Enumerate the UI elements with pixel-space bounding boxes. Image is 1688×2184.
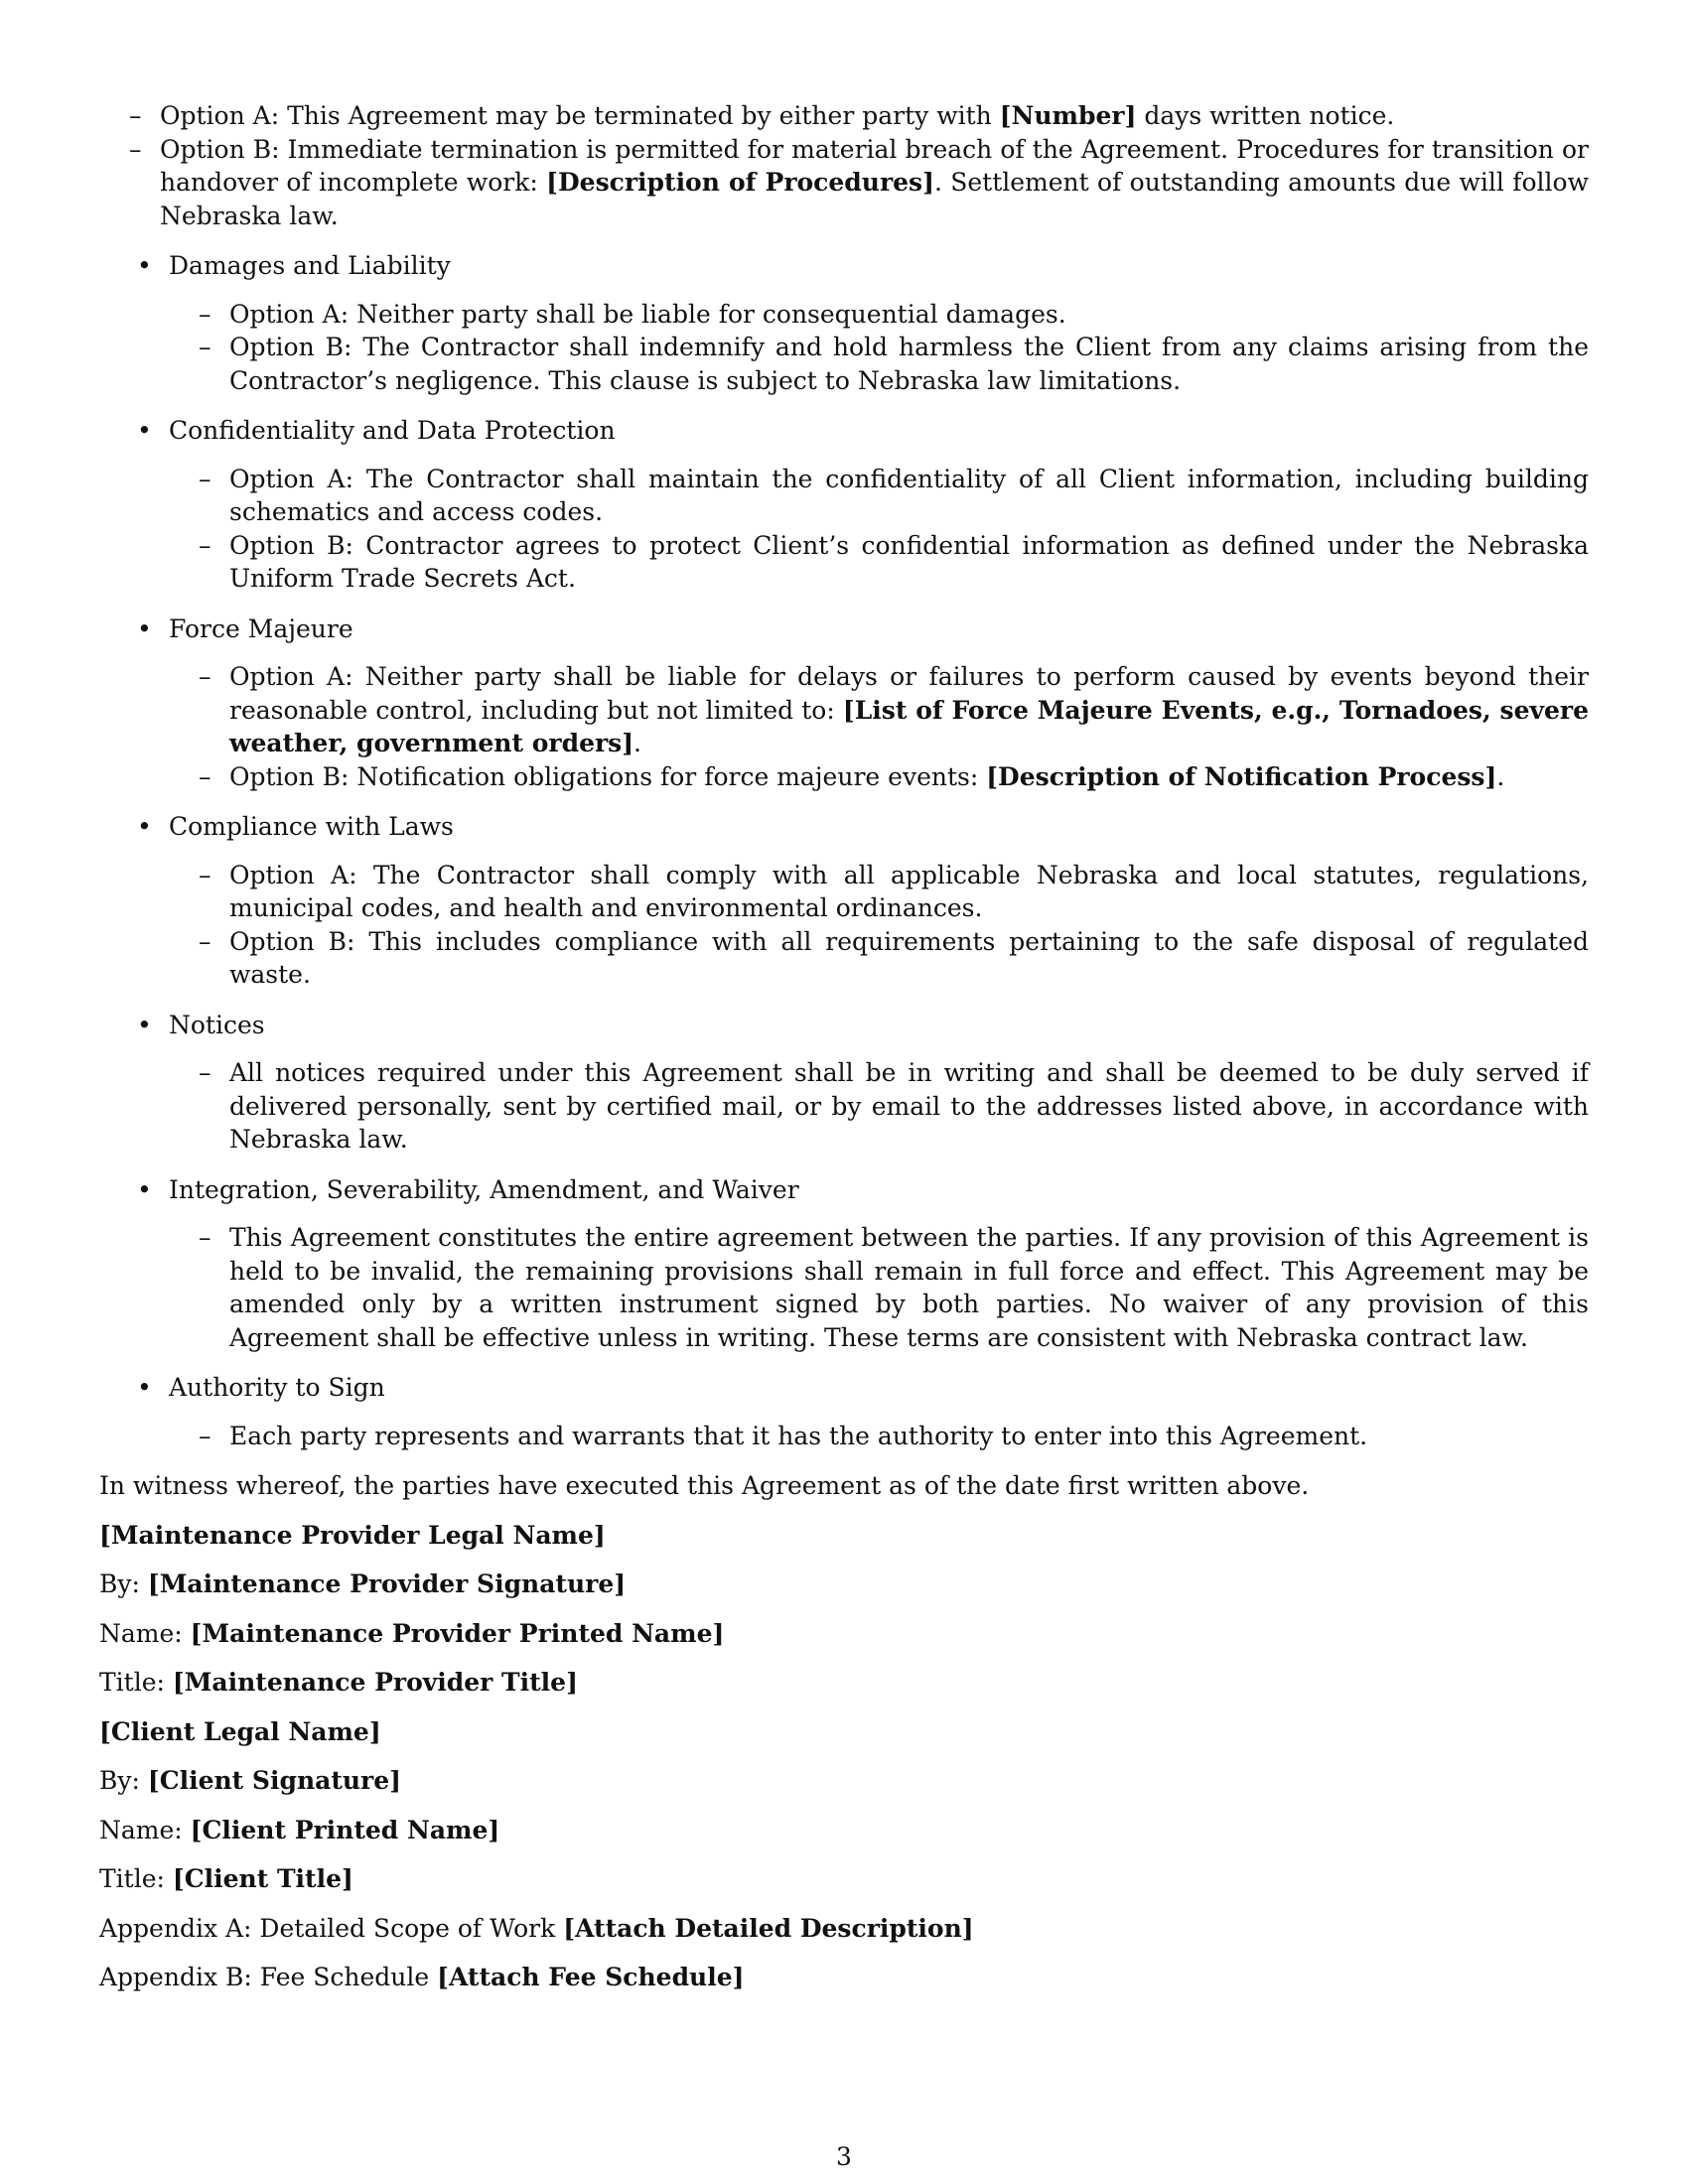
option-text: days written notice. — [1136, 101, 1395, 130]
provider-legal-name — [99, 1519, 1589, 1553]
bullet-marker: • — [137, 1010, 152, 1039]
option-text: Option B: Notification obligations for force majeure events: — [229, 761, 987, 791]
clause-option — [169, 298, 1589, 332]
placeholder-field: [List of Force Majeure Events, e.g., Tornadoes, severe weather, government orders] — [229, 695, 1589, 757]
placeholder-field: [Maintenance Provider Legal Name] — [99, 1520, 606, 1550]
appendix-a — [99, 1912, 1589, 1946]
placeholder-field: [Number] — [999, 101, 1137, 130]
client-title-line — [99, 1862, 1589, 1896]
dash-marker: – — [199, 299, 211, 329]
option-text: . Settlement of outstanding amounts due will follow Nebraska law. — [160, 168, 1589, 230]
placeholder-field: [Client Printed Name] — [190, 1815, 500, 1844]
option-text: Option B: The Contractor shall indemnify and hold harmless the Client from any claims arising from the Contractor’s negligence. This clause is subject to Nebraska law limitations. — [229, 333, 1589, 395]
dash-marker: – — [129, 101, 142, 130]
clause-title: Authority to Sign — [169, 1373, 385, 1402]
dash-marker: – — [199, 530, 211, 560]
client-legal-name — [99, 1715, 1589, 1749]
appendix-label: Appendix A: Detailed Scope of Work — [99, 1913, 564, 1943]
clause-title: Notices — [169, 1010, 265, 1039]
clause-options — [169, 298, 1589, 398]
placeholder-field: [Description of Procedures] — [546, 168, 934, 197]
placeholder-field: [Client Legal Name] — [99, 1716, 381, 1746]
client-signature-line — [99, 1764, 1589, 1798]
clause-option — [169, 859, 1589, 925]
dash-marker: – — [199, 761, 211, 791]
clause-force-majeure — [99, 613, 1589, 794]
clause-damages — [99, 249, 1589, 397]
clause-confidentiality — [99, 414, 1589, 596]
document-body — [99, 99, 1589, 1994]
field-label: Name: — [99, 1815, 191, 1844]
termination-option-b — [99, 133, 1589, 233]
clause-options — [169, 660, 1589, 793]
dash-marker: – — [199, 662, 211, 691]
dash-marker: – — [199, 333, 211, 361]
option-text: Option A: Neither party shall be liable for delays or failures to perform caused by events beyond their reasonable control, including but not limited to: — [229, 662, 1589, 725]
clause-title: Compliance with Laws — [169, 812, 454, 841]
option-text: Option A: This Agreement may be terminated by either party with — [160, 101, 1000, 130]
clause-option — [169, 1056, 1589, 1157]
clause-title: Damages and Liability — [169, 251, 451, 280]
clause-option — [169, 660, 1589, 760]
clause-option — [169, 463, 1589, 529]
option-text: Option B: This includes compliance with all requirements pertaining to the safe disposal of regulated waste. — [229, 926, 1589, 989]
dash-marker: – — [199, 1058, 211, 1087]
dash-marker: – — [129, 134, 142, 164]
clause-option — [169, 1221, 1589, 1354]
appendix-b — [99, 1961, 1589, 1994]
page-number: 3 — [836, 2142, 852, 2171]
client-name-line — [99, 1814, 1589, 1847]
clause-options — [169, 1056, 1589, 1157]
bullet-marker: • — [137, 251, 152, 280]
termination-option-a — [99, 99, 1589, 133]
placeholder-field: [Maintenance Provider Signature] — [147, 1570, 627, 1598]
dash-marker: – — [199, 464, 211, 493]
clause-option — [169, 529, 1589, 596]
bullet-marker: • — [137, 1373, 152, 1402]
option-text: . — [1496, 761, 1505, 791]
bullet-marker: • — [137, 1174, 152, 1204]
provider-signature-line — [99, 1568, 1589, 1601]
clause-option — [169, 760, 1589, 794]
clause-notices — [99, 1009, 1589, 1157]
bullet-marker: • — [137, 614, 152, 643]
bullet-marker: • — [137, 812, 152, 841]
clause-authority — [99, 1371, 1589, 1452]
placeholder-field: [Attach Fee Schedule] — [437, 1963, 745, 1991]
clause-integration — [99, 1173, 1589, 1355]
placeholder-field: [Client Signature] — [147, 1766, 401, 1795]
clause-option — [169, 925, 1589, 992]
clause-options — [169, 859, 1589, 992]
clause-compliance — [99, 810, 1589, 992]
option-text: Each party represents and warrants that it has the authority to enter into this Agreement. — [229, 1421, 1368, 1450]
bullet-marker: • — [137, 416, 152, 445]
placeholder-field: [Attach Detailed Description] — [563, 1913, 974, 1943]
clause-options — [169, 1420, 1589, 1453]
dash-marker: – — [199, 860, 211, 889]
clause-title: Force Majeure — [169, 614, 353, 643]
clause-title: Confidentiality and Data Protection — [169, 416, 616, 445]
field-label: Name: — [99, 1618, 191, 1648]
clause-option — [169, 1420, 1589, 1453]
field-label: By: — [99, 1766, 148, 1795]
option-text: Option B: Contractor agrees to protect Client’s confidential information as defined under the Nebraska Uniform Trade Secrets Act. — [229, 530, 1589, 593]
option-text: This Agreement constitutes the entire agreement between the parties. If any provision of this Agreement is held to be invalid, the remaining provisions shall remain in full force and effect. This Agreement may be amended only by a written instrument signed by both parties. No waiver of any provision of this Agreement shall be effective unless in writing. These terms are consistent with Nebraska contract law. — [229, 1223, 1589, 1352]
placeholder-field: [Description of Notification Process] — [986, 761, 1497, 791]
dash-marker: – — [199, 1421, 211, 1450]
witness-statement: In witness whereof, the parties have executed this Agreement as of the date first written above. — [99, 1471, 1310, 1500]
dash-marker: – — [199, 1223, 211, 1252]
termination-options — [99, 99, 1589, 232]
clause-list — [99, 249, 1589, 1452]
provider-title-line — [99, 1666, 1589, 1700]
clause-options — [169, 1221, 1589, 1354]
clause-options — [169, 463, 1589, 596]
clause-title: Integration, Severability, Amendment, and Waiver — [169, 1174, 799, 1204]
dash-marker: – — [199, 926, 211, 956]
option-text: . — [633, 729, 641, 757]
placeholder-field: [Maintenance Provider Printed Name] — [190, 1618, 725, 1648]
clause-option — [169, 331, 1589, 397]
placeholder-field: [Client Title] — [172, 1864, 353, 1893]
field-label: By: — [99, 1570, 148, 1598]
provider-name-line — [99, 1617, 1589, 1651]
option-text: All notices required under this Agreement shall be in writing and shall be deemed to be duly served if delivered personally, sent by certified mail, or by email to the addresses listed above, in accordance with Nebraska law. — [229, 1058, 1589, 1154]
appendix-label: Appendix B: Fee Schedule — [99, 1963, 438, 1991]
option-text: Option A: Neither party shall be liable for consequential damages. — [229, 299, 1066, 329]
field-label: Title: — [99, 1864, 173, 1893]
option-text: Option A: The Contractor shall comply with all applicable Nebraska and local statutes, regulations, municipal codes, and health and environmental ordinances. — [229, 860, 1589, 922]
option-text: Option B: Immediate termination is permitted for material breach of the Agreement. Procedures for transition or handover of incomplete work: — [160, 134, 1589, 197]
field-label: Title: — [99, 1668, 173, 1697]
placeholder-field: [Maintenance Provider Title] — [172, 1668, 578, 1697]
option-text: Option A: The Contractor shall maintain the confidentiality of all Client information, including building schematics and access codes. — [229, 464, 1589, 526]
